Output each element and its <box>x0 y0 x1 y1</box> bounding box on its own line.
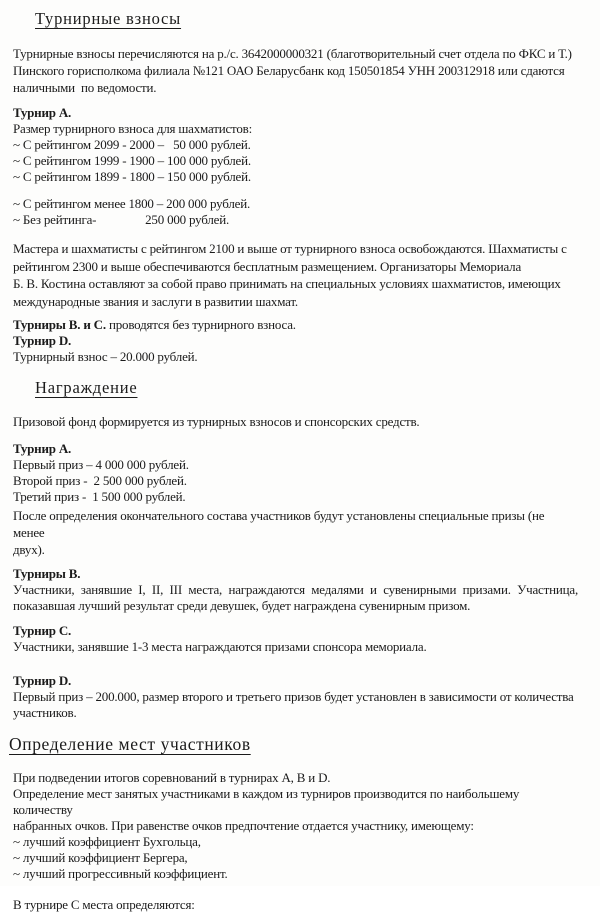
tournament-d-fee: Турнирный взнос – 20.000 рублей. <box>13 349 198 364</box>
prize-fund-paragraph <box>13 413 578 430</box>
tournament-b-line: показавшая лучший результат среди девушек, будет награждена сувенирным призом. <box>13 598 471 613</box>
tournament-d-line: Первый приз – 200.000, размер второго и третьего призов будет установлен в зависимости от количества <box>13 689 574 704</box>
tournament-b-prizes-section <box>13 566 578 614</box>
fee-line: ~ Без рейтинга- 250 000 рублей. <box>13 212 230 227</box>
special-prizes-line: двух). <box>13 542 45 557</box>
tournament-a-fee-desc: Размер турнирного взноса для шахматистов: <box>13 121 252 136</box>
fees-intro-paragraph <box>13 45 578 96</box>
tournament-c-label: Турнир С. <box>13 623 72 638</box>
fee-line: ~ С рейтингом менее 1800 – 200 000 рублей. <box>13 196 251 211</box>
fee-line: ~ С рейтингом 1899 - 1800 – 150 000 рублей. <box>13 169 251 184</box>
fee-line: ~ С рейтингом 1999 - 1900 – 100 000 рублей. <box>13 153 251 168</box>
placement-criterion-line: ~ лучший прогрессивный коэффициент. <box>13 866 228 881</box>
tournament-c-line: Участники, занявшие 1-3 места награждаются призами спонсора мемориала. <box>13 639 427 654</box>
tournament-d-prizes-section <box>13 673 578 721</box>
exemption-paragraph <box>13 240 578 310</box>
tournament-b-label: Турниры В. <box>13 566 81 581</box>
fees-intro-line: Пинского горисполкома филиала №121 ОАО Беларусбанк код 150501854 УНН 200312918 или сдаются <box>13 63 565 78</box>
tournaments-bc-text: проводятся без турнирного взноса. <box>105 317 296 332</box>
prize-line: Первый приз – 4 000 000 рублей. <box>13 457 189 472</box>
placement-criterion-line: ~ лучший коэффициент Бухгольца, <box>13 834 201 849</box>
fees-intro-line: наличными по ведомости. <box>13 80 157 95</box>
tournament-b-line: Участники, занявшие I, II, III места, награждаются медалями и сувенирными призами. Участница, <box>13 582 578 597</box>
tournaments-bc-label: Турниры В. и С. <box>13 317 106 332</box>
tournament-a-prizes-section <box>13 441 578 505</box>
special-prizes-line: После определения окончательного состава участников будут установлены специальные призы (не менее <box>13 508 548 540</box>
fees-intro-line: Турнирные взносы перечисляются на р./с. 3642000000321 (благотворительный счет отдела по ФКС и Т.) <box>13 46 572 61</box>
tournaments-bcd-fees <box>13 317 578 365</box>
prize-fund-line: Призовой фонд формируется из турнирных взносов и спонсорских средств. <box>13 414 420 429</box>
tournament-c-prizes-section <box>13 623 578 655</box>
tournaments-bc-line <box>13 317 578 333</box>
exemption-line: Мастера и шахматисты с рейтингом 2100 и выше от турнирного взноса освобождаются. Шахматисты с <box>13 241 567 256</box>
placement-criterion-line: ~ лучший коэффициент Бергера, <box>13 850 188 865</box>
tournament-a-label: Турнир А. <box>13 441 72 456</box>
fees-heading: Турнирные взносы <box>35 9 182 28</box>
tournament-c-placement-line: В турнире С места определяются: <box>13 897 195 912</box>
tournament-d-label: Турнир D. <box>13 673 72 688</box>
prize-line: Второй приз - 2 500 000 рублей. <box>13 473 187 488</box>
tournament-a-fees-section <box>13 105 578 228</box>
placement-heading: Определение мест участников <box>9 734 251 754</box>
placement-line: набранных очков. При равенстве очков предпочтение отдается участнику, имеющему: <box>13 818 474 833</box>
tournament-a-label: Турнир А. <box>13 105 72 120</box>
tournament-c-placement-intro <box>13 896 578 913</box>
special-prizes-paragraph <box>13 507 578 558</box>
placement-rules-section <box>13 770 578 882</box>
spacer <box>13 185 578 196</box>
exemption-line: рейтингом 2300 и выше обеспечиваются бесплатным размещением. Организаторы Мемориала <box>13 258 522 274</box>
placement-line: При подведении итогов соревнований в турнирах А, В и D. <box>13 770 331 785</box>
tournament-d-line: участников. <box>13 705 77 720</box>
awards-heading: Награждение <box>35 378 138 397</box>
fee-line: ~ С рейтингом 2099 - 2000 – 50 000 рублей. <box>13 137 251 152</box>
prize-line: Третий приз - 1 500 000 рублей. <box>13 489 186 504</box>
exemption-line: Б. В. Костина оставляют за собой право принимать на специальных условиях шахматистов, имеющих <box>13 276 561 291</box>
tournament-d-label: Турнир D. <box>13 333 72 348</box>
placement-line: Определение мест занятых участниками в каждом из турниров производится по наибольшему количеству <box>13 786 523 817</box>
exemption-line: международные звания и заслуги в развитии шахмат. <box>13 293 298 309</box>
